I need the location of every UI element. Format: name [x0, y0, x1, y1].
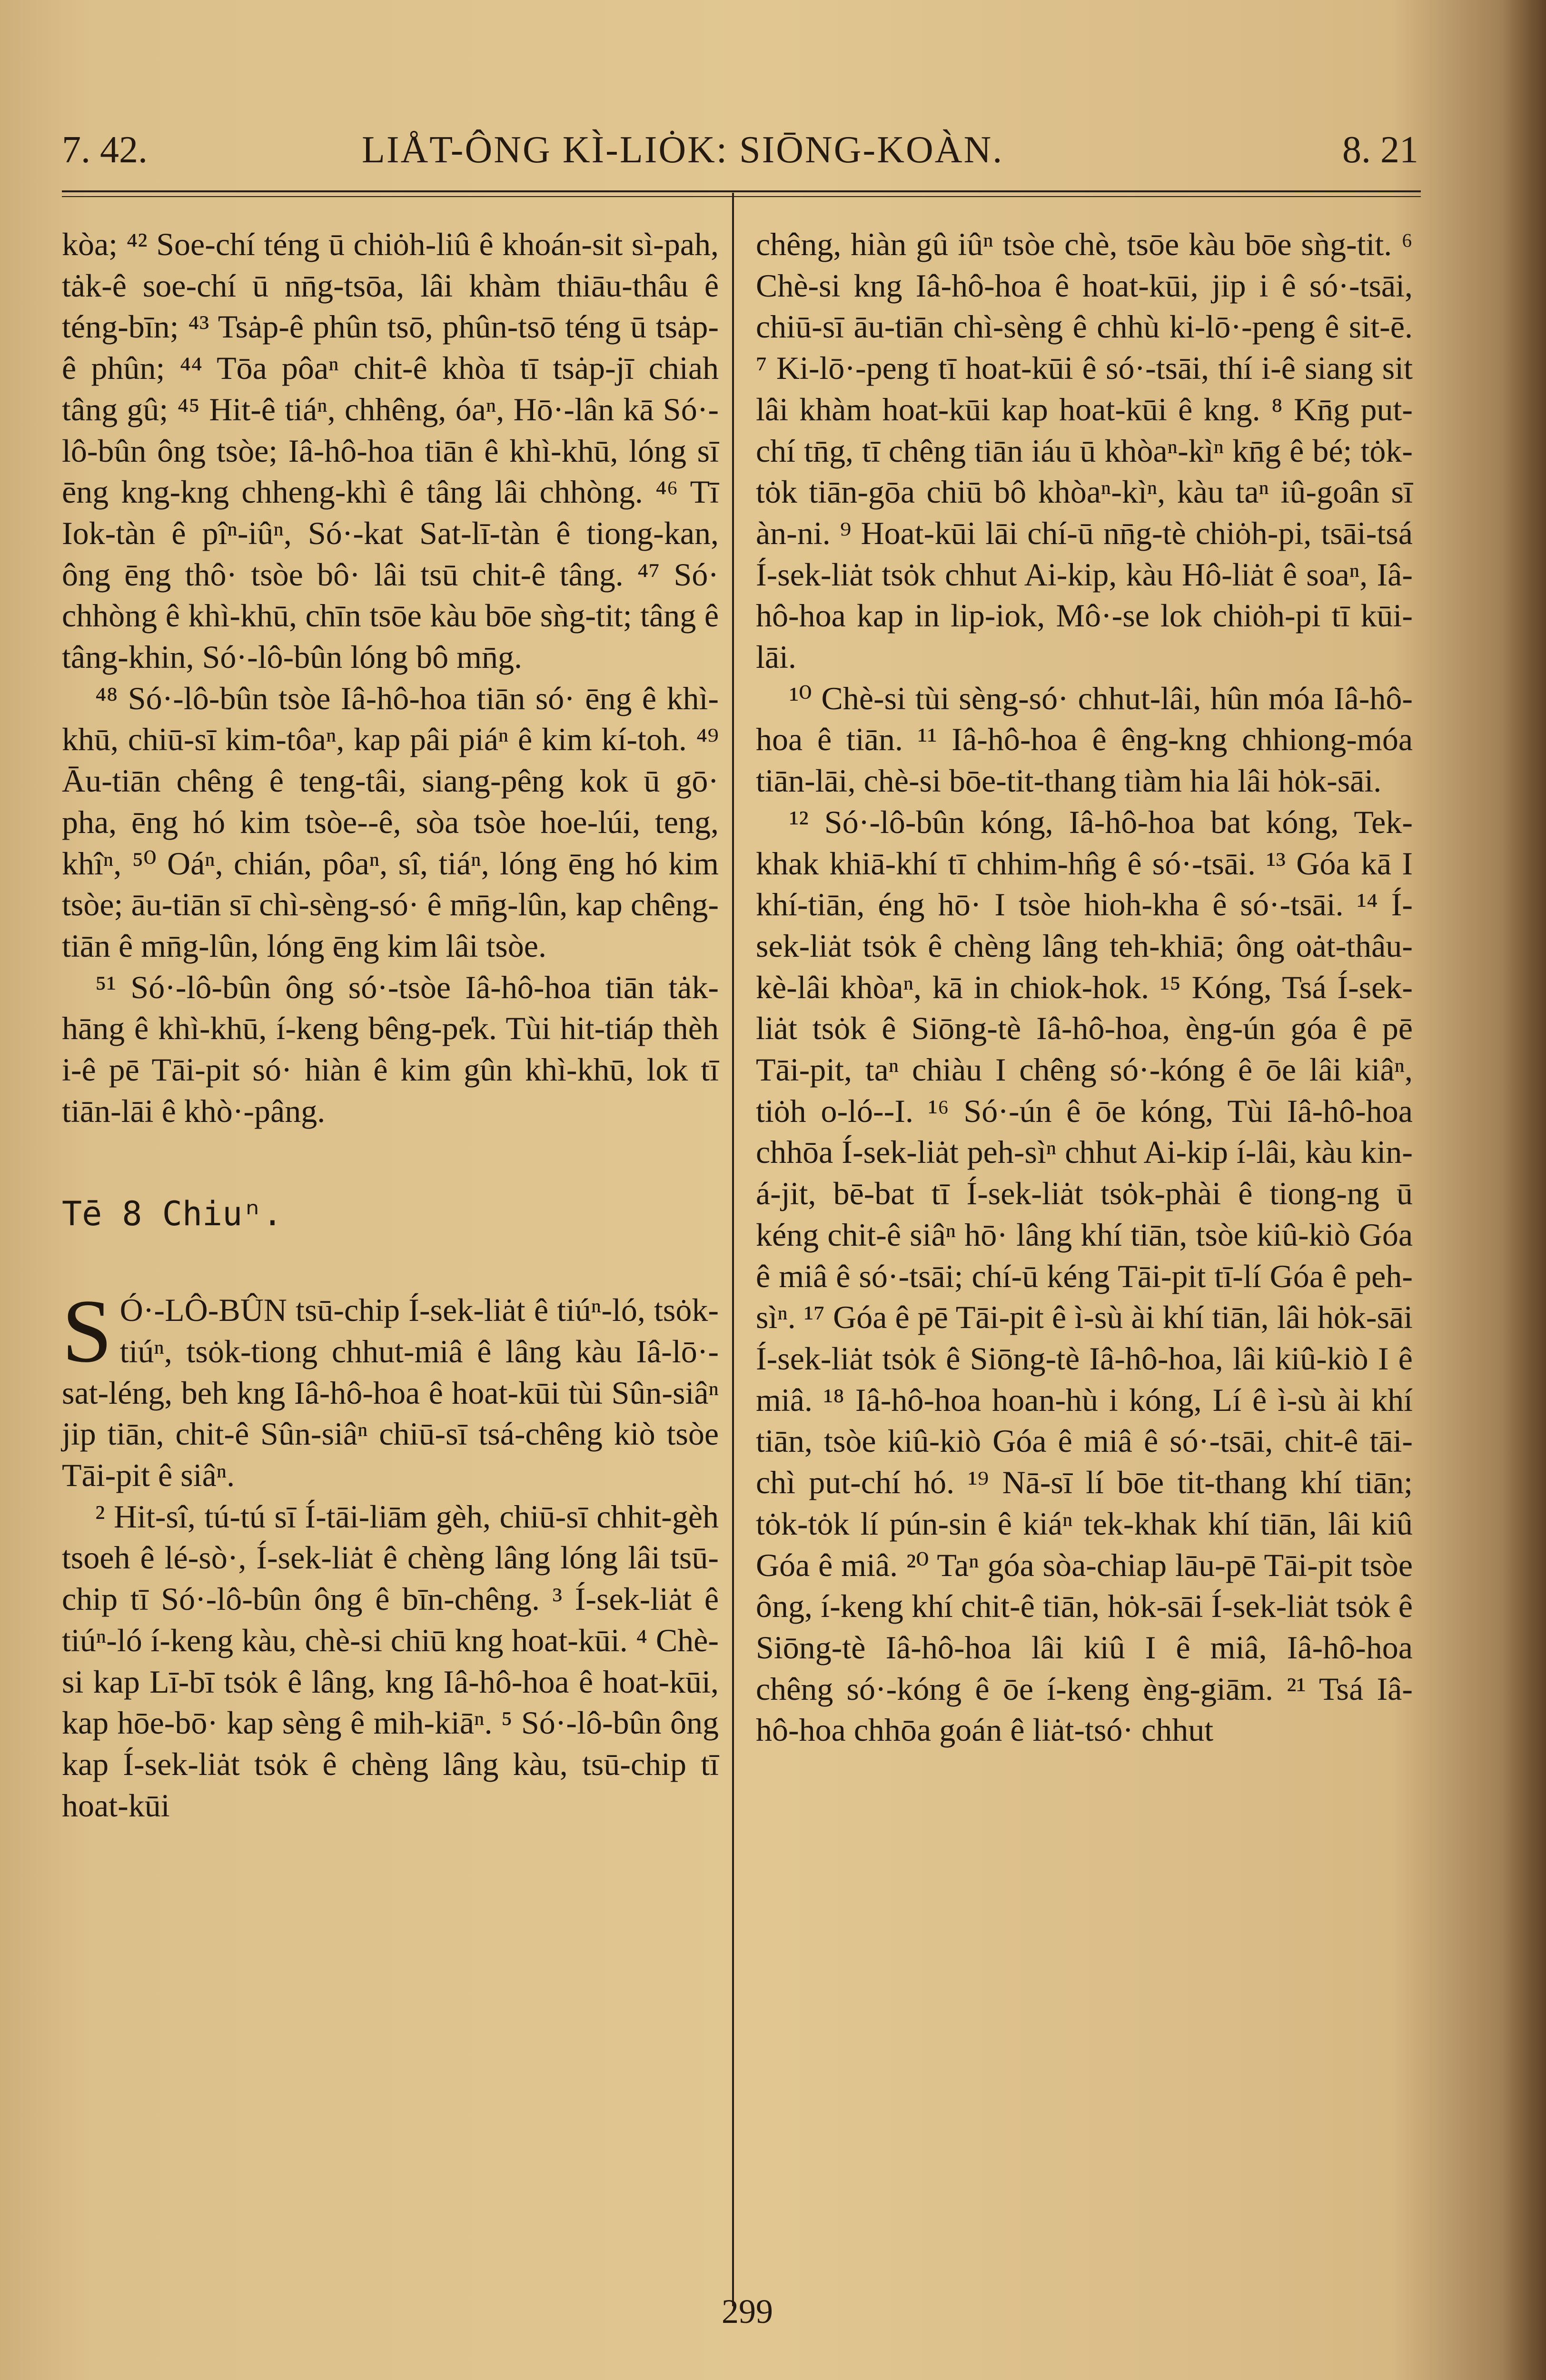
column-divider	[732, 193, 734, 2306]
chapter-heading: Tē 8 Chiuⁿ.	[62, 1194, 283, 1234]
paragraph: ⁴⁸ Só·-lô-bûn tsòe Iâ-hô-hoa tiān só· ēng ê khì-khū, chiū-sī kim-tôaⁿ, kap pâi piáⁿ ê kim kí-toh. ⁴⁹ Āu-tiān chêng ê teng-tâi, siang-pêng kok ū gō· pha, ēng hó kim tsòe--ê, sòa tsòe hoe-lúi, teng, khîⁿ, ⁵⁰ Oáⁿ, chián, pôaⁿ, sî, tiáⁿ, lóng ēng hó kim tsòe; āu-tiān sī chì-sèng-só· ê mn̄g-lûn, kap chêng-tiān ê mn̄g-lûn, lóng ēng kim lâi tsòe.	[62, 680, 719, 964]
header-right-reference: 8. 21	[1342, 129, 1418, 171]
left-column	[62, 224, 719, 1826]
page-number: 299	[722, 2292, 773, 2330]
paragraph: ⁵¹ Só·-lô-bûn ông só·-tsòe Iâ-hô-hoa tiān tȧk-hāng ê khì-khū, í-keng bêng-pe̍k. Tùi hit-tiáp thèh i-ê pē Tāi-pit só· hiàn ê kim gûn khì-khū, lok tī tiān-lāi ê khò·-pâng.	[62, 969, 719, 1129]
paragraph: chêng, hiàn gû iûⁿ tsòe chè, tsōe kàu bōe sǹg-tit. ⁶ Chè-si kng Iâ-hô-hoa ê hoat-kūi, jip i ê só·-tsāi, chiū-sī āu-tiān chì-sèng ê chhù ki-lō·-peng ê sit-ē. ⁷ Ki-lō·-peng tī hoat-kūi ê só·-tsāi, thí i-ê siang sit lâi khàm hoat-kūi kap hoat-kūi ê kng. ⁸ Kn̄g put-chí tn̄g, tī chêng tiān iáu ū khòaⁿ-kìⁿ kn̄g ê bé; tȯk-tȯk tiān-gōa chiū bô khòaⁿ-kìⁿ, kàu taⁿ iû-goân sī àn-ni. ⁹ Hoat-kūi lāi chí-ū nn̄g-tè chiȯh-pi, tsāi-tsá Í-sek-liȧt tsȯk chhut Ai-kip, kàu Hô-liȧt ê soaⁿ, Iâ-hô-hoa kap in lip-iok, Mô·-se lok chiȯh-pi tī kūi-lāi.	[756, 226, 1413, 675]
chapter-opening-paragraph	[62, 1281, 719, 1496]
right-column	[756, 224, 1413, 1751]
page-edge-shadow	[1503, 0, 1546, 2380]
header-rule	[62, 190, 1421, 192]
paragraph: ¹⁰ Chè-si tùi sèng-só· chhut-lâi, hûn móa Iâ-hô-hoa ê tiān. ¹¹ Iâ-hô-hoa ê êng-kng chhiong-móa tiān-lāi, chè-si bōe-tit-thang tiàm hia lâi hȯk-sāi.	[756, 680, 1413, 799]
paragraph: kòa; ⁴² Soe-chí téng ū chiȯh-liû ê khoán-sit sì-pah, tȧk-ê soe-chí ū nn̄g-tsōa, lâi khàm thiāu-thâu ê téng-bīn; ⁴³ Tsȧp-ê phûn tsō, phûn-tsō téng ū tsȧp-ê phûn; ⁴⁴ Tōa pôaⁿ chit-ê khòa tī tsȧp-jī chiah tâng gû; ⁴⁵ Hit-ê tiáⁿ, chhêng, óaⁿ, Hō·-lân kā Só·-lô-bûn ông tsòe; Iâ-hô-hoa tiān ê khì-khū, lóng sī ēng kng-kng chheng-khì ê tâng lâi chhòng. ⁴⁶ Tī Iok-tàn ê pîⁿ-iûⁿ, Só·-kat Sat-lī-tàn ê tiong-kan, ông ēng thô· tsòe bô· lâi tsū chit-ê tâng. ⁴⁷ Só· chhòng ê khì-khū, chīn tsōe kàu bōe sǹg-tit; tâng ê tâng-khin, Só·-lô-bûn lóng bô mn̄g.	[62, 226, 719, 675]
drop-cap: S	[62, 1281, 112, 1382]
header-rule-thin	[62, 196, 1421, 197]
paragraph: ² Hit-sî, tú-tú sī Í-tāi-liām gèh, chiū-sī chhit-gèh tsoeh ê lé-sò·, Í-sek-liȧt ê chèng lâng lóng lâi tsū-chip tī Só·-lô-bûn ông ê bīn-chêng. ³ Í-sek-liȧt ê tiúⁿ-ló í-keng kàu, chè-si chiū kng hoat-kūi. ⁴ Chè-si kap Lī-bī tsȯk ê lâng, kng Iâ-hô-hoa ê hoat-kūi, kap hōe-bō· kap sèng ê mih-kiāⁿ. ⁵ Só·-lô-bûn ông kap Í-sek-liȧt tsȯk ê chèng lâng kàu, tsū-chip tī hoat-kūi	[62, 1498, 719, 1824]
header-left-reference: 7. 42.	[62, 129, 148, 171]
running-header	[62, 129, 1418, 181]
paragraph-text: Ó·-LÔ-BÛN tsū-chip Í-sek-liȧt ê tiúⁿ-ló, tsȯk-tiúⁿ, tsȯk-tiong chhut-miâ ê lâng kàu Iâ-lō·-sat-léng, beh kng Iâ-hô-hoa ê hoat-kūi tùi Sûn-siâⁿ jip tiān, chit-ê Sûn-siâⁿ chiū-sī tsá-chêng kiò tsòe Tāi-pit ê siâⁿ.	[62, 1292, 719, 1493]
paragraph: ¹² Só·-lô-bûn kóng, Iâ-hô-hoa bat kóng, Tek-khak khiā-khí tī chhim-hn̂g ê só·-tsāi. ¹³ Góa kā I khí-tiān, éng hō· I tsòe hioh-kha ê só·-tsāi. ¹⁴ Í-sek-liȧt tsȯk ê chèng lâng teh-khiā; ông oȧt-thâu-kè-lâi khòaⁿ, kā in chiok-hok. ¹⁵ Kóng, Tsá Í-sek-liȧt tsȯk ê Siōng-tè Iâ-hô-hoa, èng-ún góa ê pē Tāi-pit, taⁿ chiàu I chêng só·-kóng ê ōe lâi kiâⁿ, tiȯh o-ló--I. ¹⁶ Só·-ún ê ōe kóng, Tùi Iâ-hô-hoa chhōa Í-sek-liȧt peh-sìⁿ chhut Ai-kip í-lâi, kàu kin-á-jit, bē-bat tī Í-sek-liȧt tsȯk-phài ê tiong-ng ū kéng chit-ê siâⁿ hō· lâng khí tiān, tsòe kiû-kiò Góa ê miâ ê só·-tsāi; chí-ū kéng Tāi-pit tī-lí Góa ê peh-sìⁿ. ¹⁷ Góa ê pē Tāi-pit ê ì-sù ài khí tiān, lâi hȯk-sāi Í-sek-liȧt tsȯk ê Siōng-tè Iâ-hô-hoa, lâi kiû-kiò I ê miâ. ¹⁸ Iâ-hô-hoa hoan-hù i kóng, Lí ê ì-sù ài khí tiān, tsòe kiû-kiò Góa ê miâ ê só·-tsāi, chit-ê tāi-chì put-chí hó. ¹⁹ Nā-sī lí bōe tit-thang khí tiān; tȯk-tȯk lí pún-sin ê kiáⁿ tek-khak khí tiān, lâi kiû Góa ê miâ. ²⁰ Taⁿ góa sòa-chiap lāu-pē Tāi-pit tsòe ông, í-keng khí chit-ê tiān, hȯk-sāi Í-sek-liȧt tsȯk ê Siōng-tè Iâ-hô-hoa lâi kiû I ê miâ, Iâ-hô-hoa chêng só·-kóng ê ōe í-keng èng-giām. ²¹ Tsá Iâ-hô-hoa chhōa goán ê liȧt-tsó· chhut	[756, 803, 1413, 1748]
header-title: LIÅT-ÔNG KÌ-LIȮK: SIŌNG-KOÀN.	[362, 129, 1004, 171]
